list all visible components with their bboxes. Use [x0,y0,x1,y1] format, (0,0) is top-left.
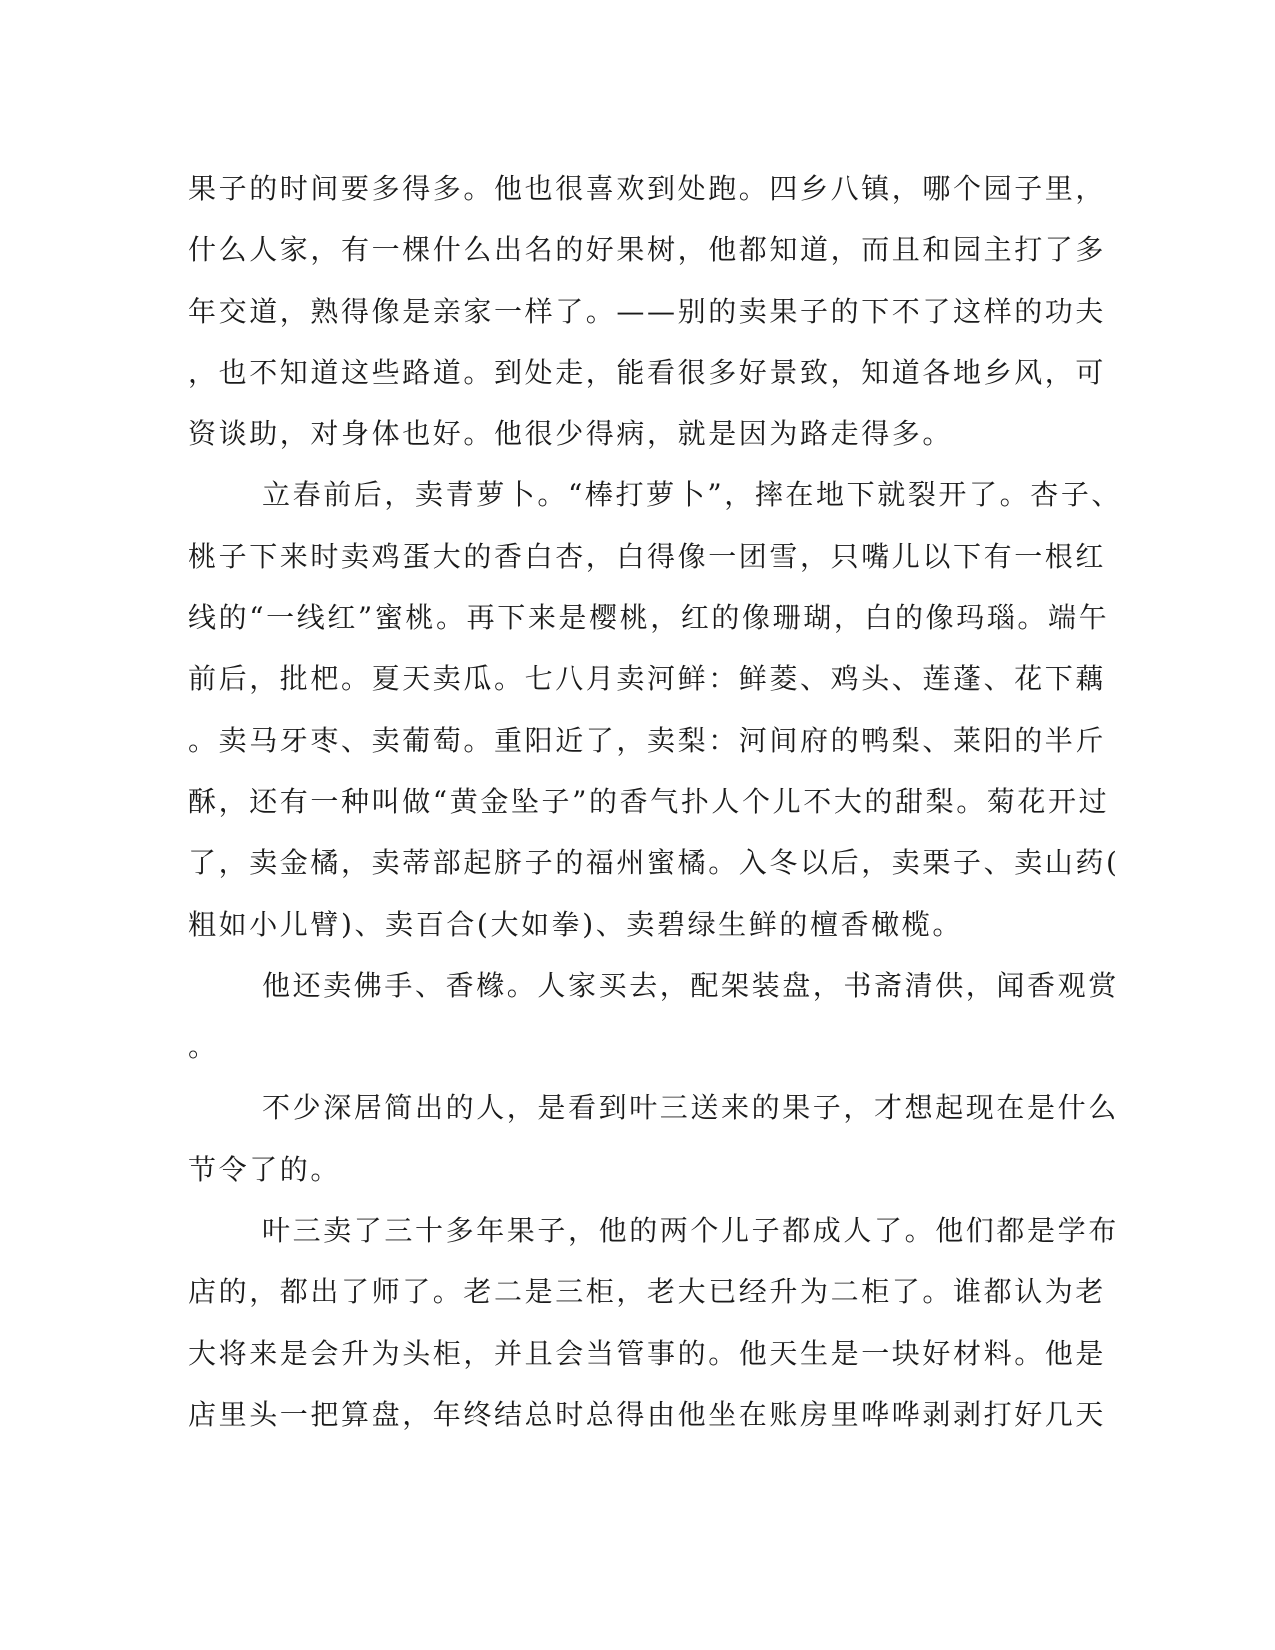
paragraph-first-line: 他还卖佛手、香橼。人家买去，配架装盘，书斋清供，闻香观赏 [262,968,1119,1002]
text-line: 店里头一把算盘，年终结总时总得由他坐在账房里哗哗剥剥打好几天 [188,1397,1107,1431]
text-line: 前后，批杷。夏天卖瓜。七八月卖河鲜：鲜菱、鸡头、莲蓬、花下藕 [188,662,1107,696]
text-line: 线的“一线红”蜜桃。再下来是樱桃，红的像珊瑚，白的像玛瑙。端午 [188,601,1110,635]
text-line: 资谈助，对身体也好。他很少得病，就是因为路走得多。 [188,417,954,451]
text-line: 酥，还有一种叫做“黄金坠子”的香气扑人个儿不大的甜梨。菊花开过 [188,784,1110,818]
text-line: 节令了的。 [188,1152,342,1186]
text-line: 了，卖金橘，卖蒂部起脐子的福州蜜橘。入冬以后，卖栗子、卖山药( [188,846,1120,880]
text-line: 什么人家，有一棵什么出名的好果树，他都知道，而且和园主打了多 [188,233,1107,267]
text-line: 大将来是会升为头柜，并且会当管事的。他天生是一块好材料。他是 [188,1336,1107,1370]
text-line: 店的，都出了师了。老二是三柜，老大已经升为二柜了。谁都认为老 [188,1275,1107,1309]
text-line: 。卖马牙枣、卖葡萄。重阳近了，卖梨：河间府的鸭梨、莱阳的半斤 [188,723,1107,757]
paragraph-first-line: 立春前后，卖青萝卜。“棒打萝卜”，摔在地下就裂开了。杏子、 [262,478,1123,512]
text-line: 。 [188,1030,219,1064]
text-line: 桃子下来时卖鸡蛋大的香白杏，白得像一团雪，只嘴儿以下有一根红 [188,539,1107,573]
body-text [188,158,1123,1445]
paragraph-first-line: 叶三卖了三十多年果子，他的两个儿子都成人了。他们都是学布 [262,1214,1119,1248]
text-line: 果子的时间要多得多。他也很喜欢到处跑。四乡八镇，哪个园子里， [188,172,1107,205]
text-line: 年交道，熟得像是亲家一样了。——别的卖果子的下不了这样的功夫 [188,294,1107,328]
text-line: ，也不知道这些路道。到处走，能看很多好景致，知道各地乡风，可 [188,355,1107,389]
paragraph-first-line: 不少深居简出的人，是看到叶三送来的果子，才想起现在是什么 [262,1091,1119,1125]
text-line: 粗如小儿臂)、卖百合(大如拳)、卖碧绿生鲜的檀香橄榄。 [188,907,963,941]
